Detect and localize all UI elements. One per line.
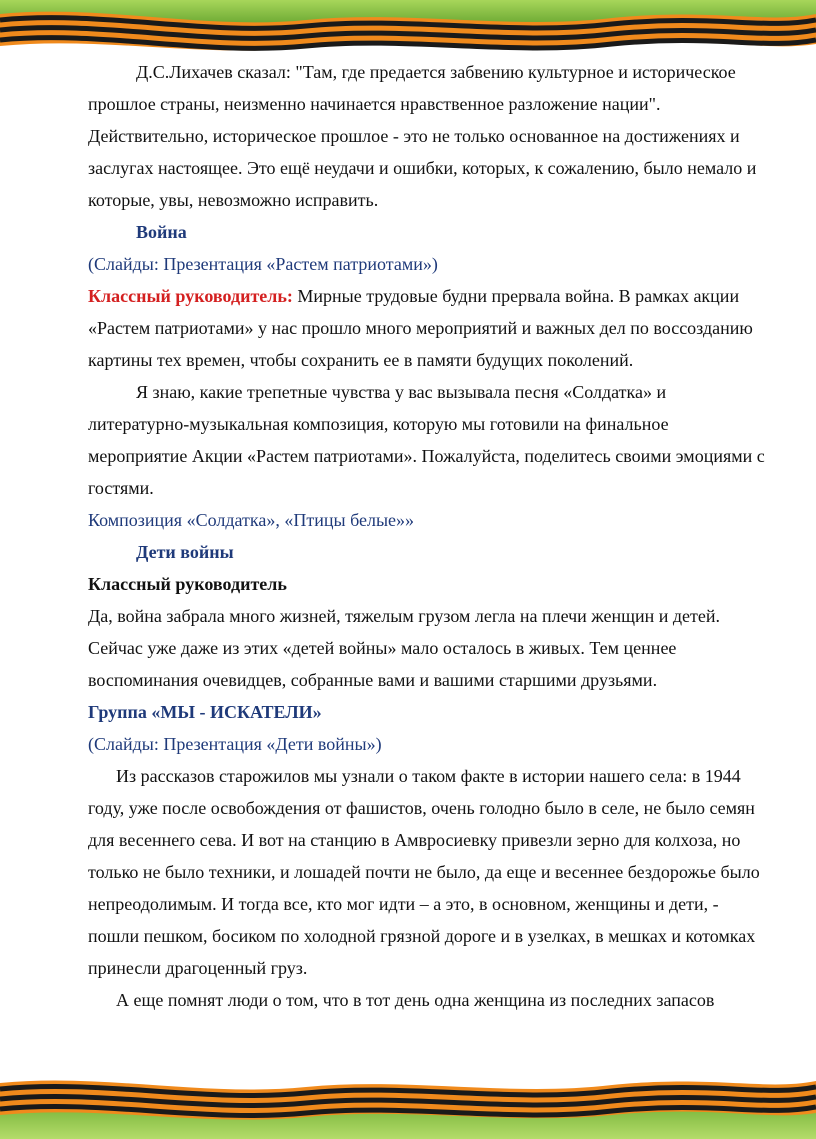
document-body — [88, 56, 768, 1016]
paragraph-teacher-text: Мирные трудовые будни прервала война. В рамках акции «Растем патриотами» у нас прошло много мероприятий и важных дел по воссозданию картины тех времен, чтобы сохранить ее в памяти будущих поколений. — [88, 286, 753, 370]
slides-note-children: (Слайды: Презентация «Дети войны») — [88, 734, 382, 754]
top-ribbon-border — [0, 0, 816, 52]
paragraph-war-lives: Да, война забрала много жизней, тяжелым грузом легла на плечи женщин и детей. Сейчас уже даже из этих «детей войны» мало осталось в живых. Тем ценнее воспоминания очевидцев, собранные вами и вашими старшими друзьями. — [88, 606, 721, 690]
slides-note-patriots: (Слайды: Презентация «Растем патриотами») — [88, 254, 438, 274]
bottom-ribbon-border — [0, 1071, 816, 1139]
composition-note: Композиция «Солдатка», «Птицы белые»» — [88, 510, 415, 530]
st-george-ribbon-top-decoration — [0, 0, 816, 52]
speaker-label-teacher-2: Классный руководитель — [88, 574, 287, 594]
speaker-label-teacher: Классный руководитель: — [88, 286, 293, 306]
section-heading-children-of-war: Дети войны — [136, 542, 234, 562]
paragraph-woman-story: А еще помнят люди о том, что в тот день одна женщина из последних запасов — [116, 990, 715, 1010]
paragraph-village-story: Из рассказов старожилов мы узнали о таком факте в истории нашего села: в 1944 году, уже после освобождения от фашистов, очень голодно было в селе, не было семян для весеннего сева. И вот на станцию в Амвросиевку привезли зерно для колхоза, но только не было техники, и лошадей почти не было, да еще и весеннее бездорожье было непреодолимым. И тогда все, кто мог идти – а это, в основном, женщины и дети, - пошли пешком, босиком по холодной грязной дороге и в узелках, в мешках и котомках принесли драгоценный груз. — [88, 766, 760, 978]
paragraph-likhachev-quote: Д.С.Лихачев сказал: "Там, где предается забвению культурное и историческое прошлое страны, неизменно начинается нравственное разложение нации". Действительно, историческое прошлое - это не только основанное на достижениях и заслугах настоящее. Это ещё неудачи и ошибки, которых, к сожалению, было немало и которые, увы, невозможно исправить. — [88, 62, 757, 210]
group-heading-seekers: Группа «МЫ - ИСКАТЕЛИ» — [88, 702, 322, 722]
paragraph-song-feelings: Я знаю, какие трепетные чувства у вас вызывала песня «Солдатка» и литературно-музыкальная композиция, которую мы готовили на финальное мероприятие Акции «Растем патриотами». Пожалуйста, поделитесь своими эмоциями с гостями. — [88, 382, 765, 498]
paragraph-teacher-intro — [88, 280, 768, 376]
st-george-ribbon-bottom-decoration — [0, 1071, 816, 1139]
section-heading-war: Война — [136, 222, 187, 242]
